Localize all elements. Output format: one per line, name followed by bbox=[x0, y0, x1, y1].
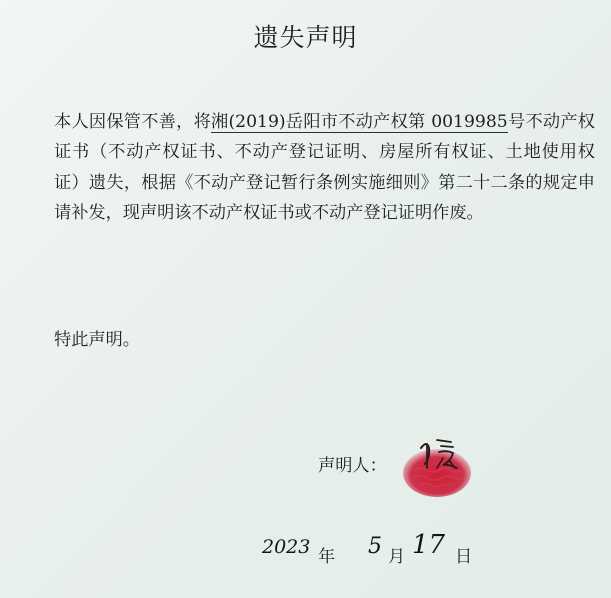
signature-fingerprint-seal bbox=[397, 432, 477, 500]
date-year-label: 年 bbox=[318, 547, 336, 567]
date-day-label: 日 bbox=[455, 547, 473, 567]
date-month-handwritten: 5 bbox=[368, 534, 382, 559]
declaration-paragraph bbox=[20, 107, 595, 229]
paragraph-lead: 本人因保管不善，将 bbox=[54, 112, 212, 132]
date-month-label: 月 bbox=[388, 547, 406, 567]
certificate-number: 湘(2019)岳阳市不动产权第 0019985 bbox=[211, 112, 508, 132]
document-title: 遗失声明 bbox=[253, 23, 358, 52]
date-year-handwritten: 2023 bbox=[262, 536, 311, 558]
closing-statement: 特此声明。 bbox=[54, 330, 140, 350]
paragraph-rest: 号不动产权证书（不动产权证书、不动产登记证明、房屋所有权证、土地使用权证）遗失，根据《不动产登记暂行条例实施细则》第二十二条的规定申请补发，现声明该不动产权证书或不动产登记证明作废。 bbox=[54, 112, 595, 224]
declaration-body bbox=[20, 107, 595, 229]
signer-label: 声明人： bbox=[318, 456, 387, 476]
date-day-handwritten: 17 bbox=[412, 530, 446, 560]
